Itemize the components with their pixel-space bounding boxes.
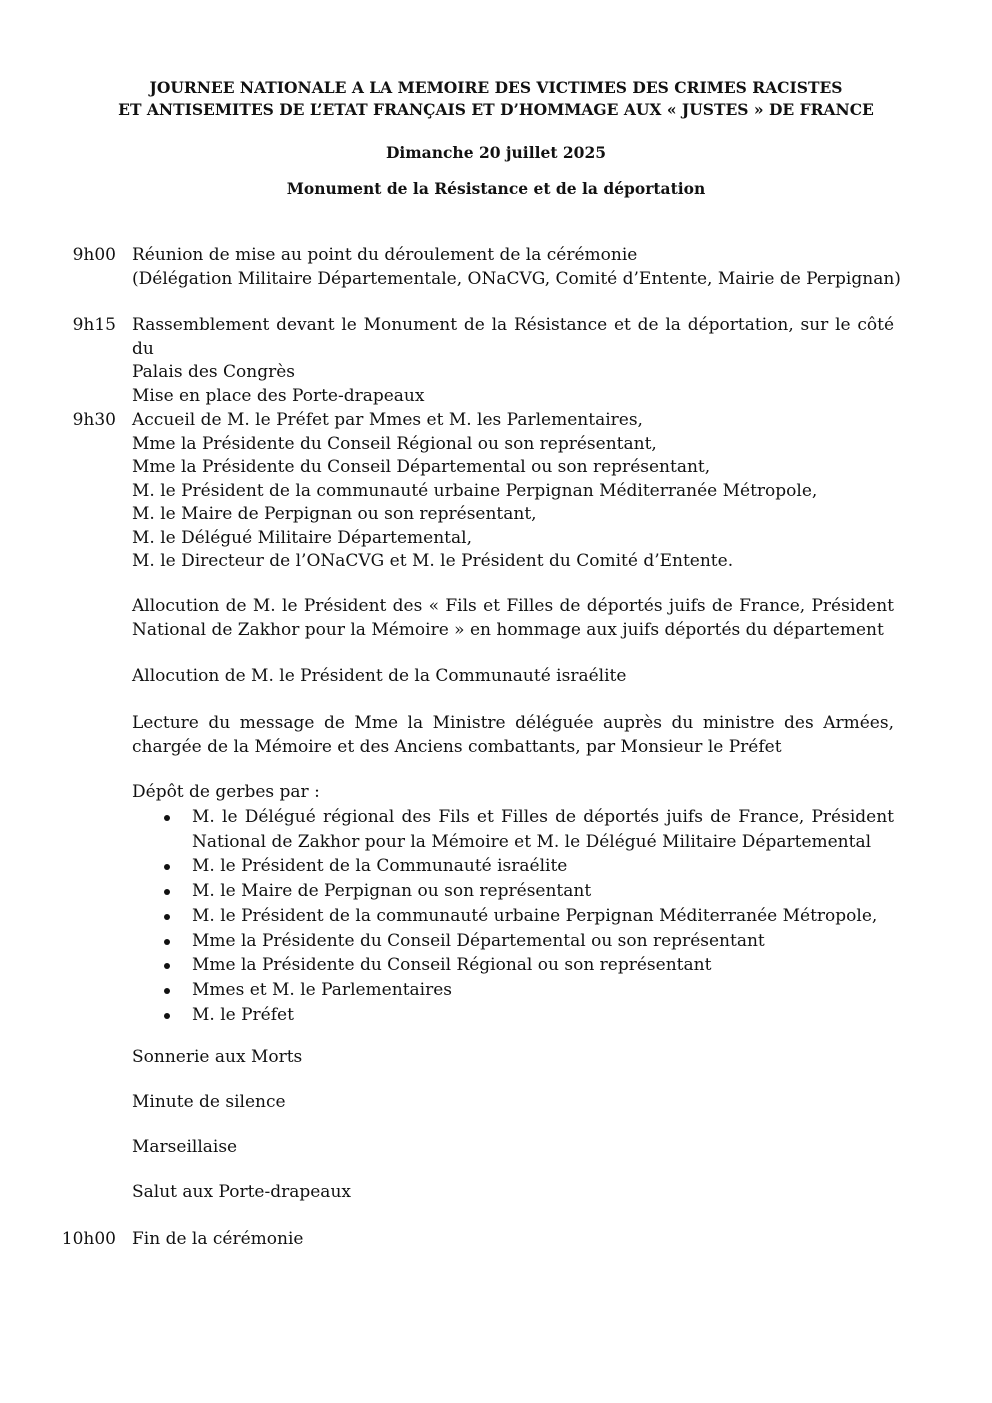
list-item [132, 953, 894, 978]
salut-line: Salut aux Porte-drapeaux [132, 1182, 351, 1202]
schedule-line: Fin de la cérémonie [132, 1229, 304, 1249]
list-item [132, 805, 894, 854]
minute-silence-line: Minute de silence [132, 1092, 286, 1112]
depot-intro: Dépôt de gerbes par : [132, 782, 320, 802]
event-date: Dimanche 20 juillet 2025 [385, 143, 607, 162]
list-item-text: M. le Président de la Communauté israélite [192, 856, 568, 877]
schedule-line: Mme la Présidente du Conseil Départemental ou son représentant, [132, 457, 711, 477]
list-item [132, 1003, 894, 1028]
schedule-text [132, 314, 894, 408]
allocution-paragraph-2: Allocution de M. le Président de la Communauté israélite [132, 666, 627, 686]
schedule-line: Accueil de M. le Préfet par Mmes et M. les Parlementaires, [132, 410, 643, 430]
schedule-line: M. le Président de la communauté urbaine Perpignan Méditerranée Métropole, [132, 480, 818, 501]
schedule-time: 10h00 [61, 1229, 116, 1249]
schedule-line: Palais des Congrès [132, 362, 296, 382]
list-item-text: M. le Délégué régional des Fils et Filles de déportés juifs de France, Président National de Zakhor pour la Mémoire et M. le Délégué Militaire Départemental [192, 807, 894, 852]
title-line-2: ET ANTISEMITES DE L’ETAT FRANÇAIS ET D’HOMMAGE AUX « JUSTES » DE FRANCE [118, 100, 874, 119]
bullet-icon [164, 988, 170, 994]
paragraph-text: Allocution de M. le Président des « Fils et Filles de déportés juifs de France, Président National de Zakhor pour la Mémoire » en hommage aux juifs déportés du département [132, 596, 894, 640]
list-item-text: Mmes et M. le Parlementaires [192, 979, 453, 1000]
marseillaise-line: Marseillaise [132, 1137, 238, 1157]
schedule-line: M. le Directeur de l’ONaCVG et M. le Président du Comité d’Entente. [132, 551, 734, 571]
bullet-icon [164, 815, 170, 821]
lecture-paragraph [132, 712, 894, 759]
sonnerie-line: Sonnerie aux Morts [132, 1047, 303, 1067]
list-item-text: Mme la Présidente du Conseil Départemental ou son représentant [192, 930, 765, 951]
event-place: Monument de la Résistance et de la déportation [286, 179, 706, 198]
allocution-paragraph-1 [132, 595, 894, 642]
schedule-text [132, 409, 894, 574]
schedule-line: M. le Délégué Militaire Départemental, [132, 527, 472, 548]
list-item [132, 854, 894, 879]
schedule-text [132, 1228, 894, 1252]
list-item-text: M. le Maire de Perpignan ou son représentant [192, 881, 592, 902]
schedule-time: 9h00 [72, 245, 116, 265]
bullet-icon [164, 889, 170, 895]
list-item [132, 929, 894, 954]
bullet-icon [164, 864, 170, 870]
paragraph-text: Lecture du message de Mme la Ministre déléguée auprès du ministre des Armées, chargée de la Mémoire et des Anciens combattants, par Monsieur le Préfet [132, 713, 894, 757]
schedule-time: 9h15 [72, 315, 116, 335]
document-title [0, 77, 992, 121]
list-item-text: M. le Président de la communauté urbaine Perpignan Méditerranée Métropole, [192, 905, 878, 926]
list-item [132, 978, 894, 1003]
bullet-icon [164, 963, 170, 969]
list-item-text: Mme la Présidente du Conseil Régional ou son représentant [192, 955, 712, 976]
bullet-icon [164, 939, 170, 945]
list-item [132, 904, 894, 929]
list-item [132, 879, 894, 904]
depot-list [132, 805, 894, 1027]
schedule-line: Réunion de mise au point du déroulement de la cérémonie [132, 245, 638, 265]
schedule-text [132, 244, 901, 291]
bullet-icon [164, 914, 170, 920]
schedule-line: Rassemblement devant le Monument de la Résistance et de la déportation, sur le côté du [132, 315, 894, 359]
schedule-line: M. le Maire de Perpignan ou son représentant, [132, 504, 537, 524]
schedule-line: (Délégation Militaire Départementale, ONaCVG, Comité d’Entente, Mairie de Perpignan) [132, 268, 901, 289]
schedule-line: Mise en place des Porte-drapeaux [132, 385, 425, 406]
title-line-1: JOURNEE NATIONALE A LA MEMOIRE DES VICTIMES DES CRIMES RACISTES [149, 78, 843, 97]
bullet-icon [164, 1013, 170, 1019]
schedule-time: 9h30 [72, 410, 116, 430]
list-item-text: M. le Préfet [192, 1004, 294, 1025]
schedule-line: Mme la Présidente du Conseil Régional ou son représentant, [132, 433, 657, 454]
